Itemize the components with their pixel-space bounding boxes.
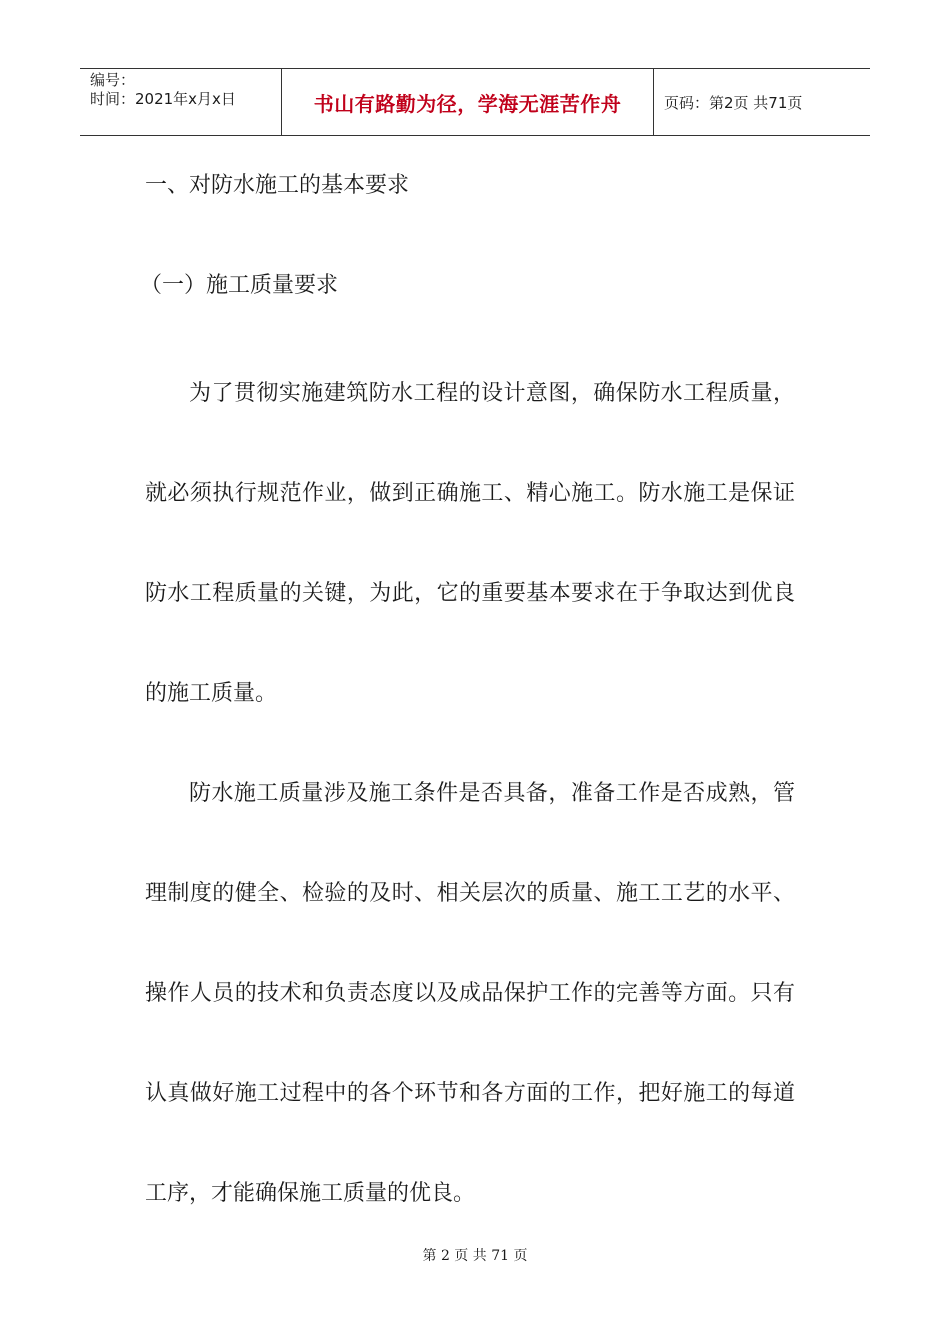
paragraph-1: 为了贯彻实施建筑防水工程的设计意图，确保防水工程质量，就必须执行规范作业，做到正确施工、精心施工。防水施工是保证防水工程质量的关键，为此，它的重要基本要求在于争取达到优良的施工质量。 bbox=[145, 381, 795, 706]
section-heading: 一、对防水施工的基本要求 bbox=[145, 173, 410, 198]
document-body bbox=[140, 160, 795, 1244]
page-header bbox=[80, 68, 870, 136]
header-page-info: 页码：第2页 共71页 bbox=[664, 93, 803, 112]
header-meta bbox=[80, 69, 282, 135]
header-motto: 书山有路勤为径，学海无涯苦作舟 bbox=[282, 69, 654, 135]
document-date: 时间：2021年x月x日 bbox=[90, 90, 236, 108]
page-footer: 第 2 页 共 71 页 bbox=[422, 1248, 528, 1264]
paragraph-2: 防水施工质量涉及施工条件是否具备，准备工作是否成熟，管理制度的健全、检验的及时、相关层次的质量、施工工艺的水平、操作人员的技术和负责态度以及成品保护工作的完善等方面。只有认真做好施工过程中的各个环节和各方面的工作，把好施工的每道工序，才能确保施工质量的优良。 bbox=[145, 781, 795, 1206]
document-number-label: 编号： bbox=[90, 71, 136, 89]
subsection-heading: （一）施工质量要求 bbox=[140, 273, 339, 298]
